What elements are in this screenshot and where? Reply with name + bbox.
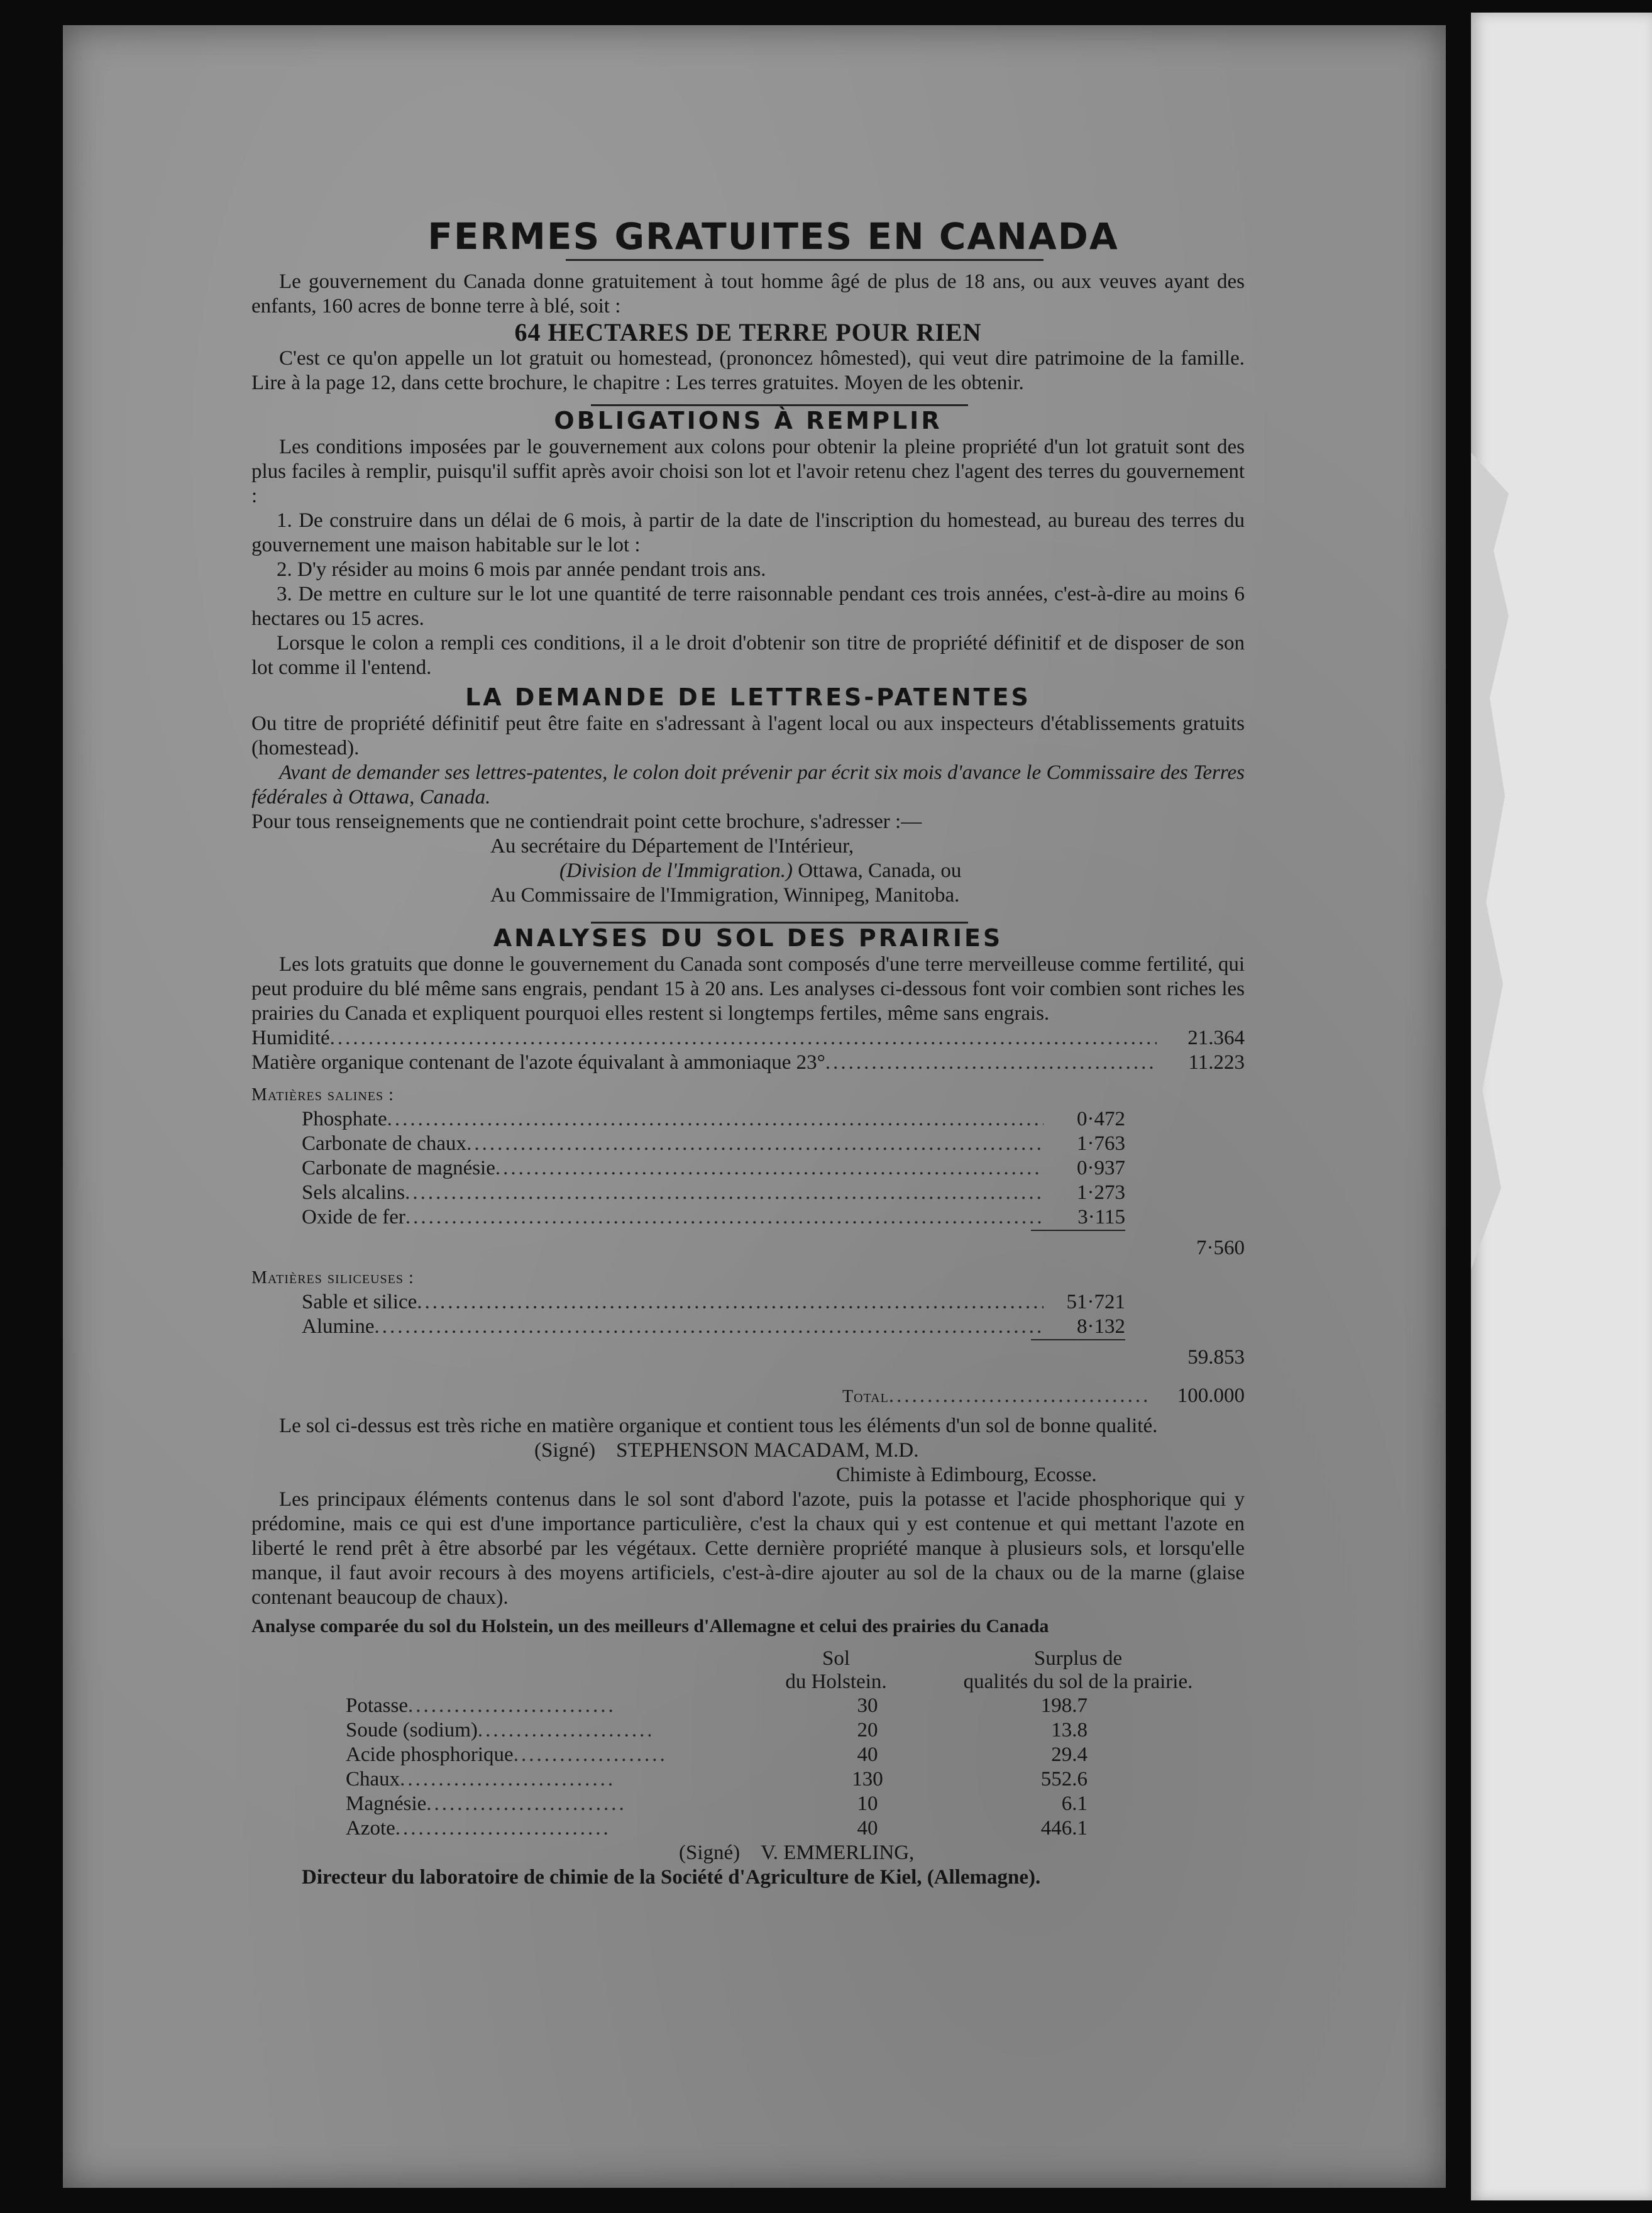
patentes-heading: LA DEMANDE DE LETTRES-PATENTES: [465, 683, 1031, 711]
analysis-label: Carbonate de magnésie: [302, 1157, 495, 1179]
signed-label: (Signé): [534, 1439, 596, 1462]
compare-label: Acide phosphorique: [346, 1743, 514, 1766]
address-line: [559, 859, 1245, 883]
subtotal-row: [251, 1345, 1245, 1370]
leader-dots: [400, 1767, 612, 1792]
leader-dots: [330, 1026, 1157, 1051]
siliceuses-heading: Matières siliceuses :: [251, 1268, 414, 1288]
analysis-value: 3·115: [1077, 1206, 1125, 1228]
compare-label: Magnésie: [346, 1792, 427, 1815]
compare-holstein: 20: [857, 1719, 878, 1741]
compare-row: [251, 1767, 1245, 1792]
analysis-label: Phosphate: [302, 1108, 387, 1130]
total-value: 100.000: [1177, 1384, 1245, 1407]
total-row: [251, 1384, 1245, 1409]
intro-paragraph-2: C'est ce qu'on appelle un lot gratuit ou homestead, (prononcez hômested), qui veut dire patrimoine de la famille. Lire à la page 12, dans cette brochure, le chapitre : Les terres gratuites. Moyen de les obtenir.: [251, 347, 1245, 394]
compare-surplus: 6.1: [1061, 1792, 1088, 1815]
siliceuses-total: 59.853: [1187, 1346, 1245, 1369]
total-label: Total: [842, 1387, 889, 1406]
signer-name: V. EMMERLING,: [761, 1841, 915, 1864]
page-content: [251, 214, 1245, 1890]
compare-holstein: 40: [857, 1743, 878, 1766]
leader-dots: [395, 1816, 610, 1841]
analysis-value: 51·721: [1066, 1291, 1125, 1313]
leader-dots: [417, 1290, 1044, 1315]
analysis-value: 1·763: [1077, 1132, 1125, 1155]
analysis-row: [302, 1290, 1245, 1315]
leader-dots: [514, 1743, 669, 1767]
compare-holstein: 10: [857, 1792, 878, 1815]
analysis-value: 21.364: [1187, 1027, 1245, 1049]
leader-dots: [825, 1051, 1157, 1075]
compare-holstein: 130: [852, 1768, 883, 1791]
patentes-paragraph: Ou titre de propriété définitif peut être faite en s'adressant à l'agent local ou aux inspecteurs d'établissements gratuits (homestead).: [251, 712, 1245, 759]
subtotal-rule: [1031, 1230, 1125, 1236]
address-city: Ottawa, Canada, ou: [792, 859, 962, 882]
col-header-line: Sol: [822, 1647, 851, 1670]
compare-surplus: 446.1: [1040, 1817, 1088, 1840]
leader-dots: [495, 1156, 1044, 1181]
compare-surplus: 13.8: [1051, 1719, 1088, 1741]
signed-label: (Signé): [679, 1841, 741, 1864]
info-line: Pour tous renseignements que ne contiendrait point cette brochure, s'adresser :—: [251, 810, 922, 833]
col-header-line: Surplus de: [1033, 1647, 1123, 1670]
hectares-heading: 64 HECTARES DE TERRE POUR RIEN: [514, 318, 982, 346]
subtotal-row: [251, 1339, 1245, 1345]
analysis-value: 8·132: [1077, 1315, 1125, 1338]
address-line: Au secrétaire du Département de l'Intérieur,: [490, 835, 854, 858]
compare-row: [251, 1718, 1245, 1743]
compare-label: Soude (sodium): [346, 1719, 478, 1741]
compare-holstein: 40: [857, 1817, 878, 1840]
analyses-paragraph-2: Les principaux éléments contenus dans le sol sont d'abord l'azote, puis la potasse et l'acide phosphorique qui y prédomine, mais ce qui est d'une importance particulière, c'est la chaux qui y est contenue et qui mettant l'azote en liberté le rend prêt à être absorbé par les végétaux. Cette dernière propriété manque à plusieurs sols, et lorsqu'elle manque, il faut avoir recours à des moyens artificiels, c'est-à-dire ajouter au sol de la chaux ou de la marne (glaise contenant beaucoup de chaux).: [251, 1488, 1245, 1609]
obligations-heading: OBLIGATIONS À REMPLIR: [554, 407, 942, 434]
analysis-value: 1·273: [1077, 1181, 1125, 1204]
compare-row: [251, 1694, 1245, 1718]
compare-surplus: 29.4: [1051, 1743, 1088, 1766]
compare-heading: Analyse comparée du sol du Holstein, un des meilleurs d'Allemagne et celui des prairies du Canada: [251, 1616, 1049, 1636]
compare-surplus: 552.6: [1040, 1768, 1088, 1791]
compare-label: Potasse: [346, 1694, 408, 1717]
analysis-value: 0·937: [1077, 1157, 1125, 1179]
compare-row: [251, 1743, 1245, 1767]
col-holstein-header: [761, 1647, 911, 1694]
compare-row: [251, 1792, 1245, 1816]
analysis-row: [302, 1107, 1245, 1132]
obligations-paragraph: Les conditions imposées par le gouvernement aux colons pour obtenir la pleine propriété d'un lot gratuit sont des plus faciles à remplir, puisqu'il suffit après avoir choisi son lot et l'avoir retenu chez l'agent des terres du gouvernement :: [251, 436, 1245, 507]
analysis-label: Matière organique contenant de l'azote équivalant à ammoniaque 23°: [251, 1051, 825, 1074]
address-line: Au Commissaire de l'Immigration, Winnipeg, Manitoba.: [490, 884, 960, 907]
siliceuses-list: [251, 1290, 1245, 1339]
leader-dots: [426, 1792, 625, 1816]
compare-label: Chaux: [346, 1768, 400, 1791]
analyses-heading: ANALYSES DU SOL DES PRAIRIES: [493, 924, 1003, 952]
leader-dots: [478, 1718, 651, 1743]
obligation-item: 2. D'y résider au moins 6 mois par année pendant trois ans.: [277, 558, 766, 581]
analysis-row: [251, 1051, 1245, 1075]
salines-heading: Matières salines :: [251, 1085, 394, 1105]
obligations-closing: Lorsque le colon a rempli ces conditions, il a le droit d'obtenir son titre de propriété définitif et de disposer de son lot comme il l'entend.: [251, 632, 1245, 679]
analysis-value: 0·472: [1077, 1108, 1125, 1130]
col-header-line: du Holstein.: [785, 1670, 887, 1693]
analysis-label: Oxide de fer: [302, 1206, 405, 1228]
subtotal-row: [251, 1230, 1245, 1236]
col-header-line: qualités du sol de la prairie.: [963, 1670, 1193, 1693]
conclusion-paragraph: Le sol ci-dessus est très riche en matière organique et contient tous les éléments d'un sol de bonne qualité.: [279, 1415, 1158, 1437]
analyses-paragraph: Les lots gratuits que donne le gouvernement du Canada sont composés d'une terre merveilleuse comme fertilité, qui peut produire du blé même sans engrais, pendant 15 à 20 ans. Les analyses ci-dessous font voir combien sont riches les prairies du Canada et expliquent pourquoi elles restent si longtemps fertiles, même sans engrais.: [251, 953, 1245, 1025]
compare-surplus: 198.7: [1040, 1694, 1088, 1717]
signature-line: [534, 1438, 1245, 1463]
analysis-label: Sable et silice: [302, 1291, 417, 1313]
leader-dots: [405, 1205, 1044, 1230]
leader-dots: [466, 1132, 1044, 1156]
compare-row: [251, 1816, 1245, 1841]
analysis-row: [302, 1181, 1245, 1205]
signer-name: STEPHENSON MACADAM, M.D.: [616, 1439, 919, 1462]
col-surplus-header: [911, 1647, 1245, 1694]
torn-paper-edge: [1471, 453, 1509, 1270]
compare-table-header: [251, 1647, 1245, 1694]
patentes-notice: Avant de demander ses lettres-patentes, le colon doit prévenir par écrit six mois d'avance le Commissaire des Terres fédérales à Ottawa, Canada.: [251, 761, 1245, 808]
salines-total: 7·560: [1196, 1237, 1245, 1259]
compare-table: [251, 1694, 1245, 1841]
analysis-label: Carbonate de chaux: [302, 1132, 467, 1155]
analysis-row: [251, 1026, 1245, 1051]
title-rule: [566, 259, 1044, 261]
analysis-label: Alumine: [302, 1315, 375, 1338]
page-title: FERMES GRATUITES EN CANADA: [427, 215, 1119, 258]
compare-label: Azote: [346, 1817, 395, 1840]
analysis-label: Humidité: [251, 1027, 330, 1049]
leader-dots: [408, 1694, 616, 1718]
analysis-row: [302, 1205, 1245, 1230]
subtotal-rule: [1031, 1339, 1125, 1345]
obligation-item: 3. De mettre en culture sur le lot une quantité de terre raisonnable pendant ces trois années, c'est-à-dire au moins 6 hectares ou 15 acres.: [251, 583, 1245, 630]
signature-line: [679, 1841, 1245, 1865]
leader-dots: [889, 1384, 1150, 1408]
signer-title: Chimiste à Edimbourg, Ecosse.: [836, 1464, 1097, 1486]
subtotal-row: [251, 1236, 1245, 1261]
analysis-label: Sels alcalins: [302, 1181, 405, 1204]
salines-list: [251, 1107, 1245, 1230]
analysis-row: [302, 1315, 1245, 1339]
leader-dots: [405, 1181, 1044, 1205]
adjacent-page-edge: [1471, 13, 1652, 2200]
intro-paragraph: Le gouvernement du Canada donne gratuitement à tout homme âgé de plus de 18 ans, ou aux veuves ayant des enfants, 160 acres de bonne terre à blé, soit :: [251, 270, 1245, 317]
leader-dots: [374, 1315, 1044, 1339]
address-division: (Division de l'Immigration.): [559, 859, 793, 882]
analysis-row: [302, 1132, 1245, 1156]
compare-holstein: 30: [857, 1694, 878, 1717]
leader-dots: [387, 1107, 1044, 1132]
signer-title: Directeur du laboratoire de chimie de la Société d'Agriculture de Kiel, (Allemagne).: [302, 1866, 1041, 1889]
analysis-row: [302, 1156, 1245, 1181]
analysis-value: 11.223: [1188, 1051, 1245, 1074]
obligation-item: 1. De construire dans un délai de 6 mois, à partir de la date de l'inscription du homestead, au bureau des terres du gouvernement une maison habitable sur le lot :: [251, 509, 1245, 556]
